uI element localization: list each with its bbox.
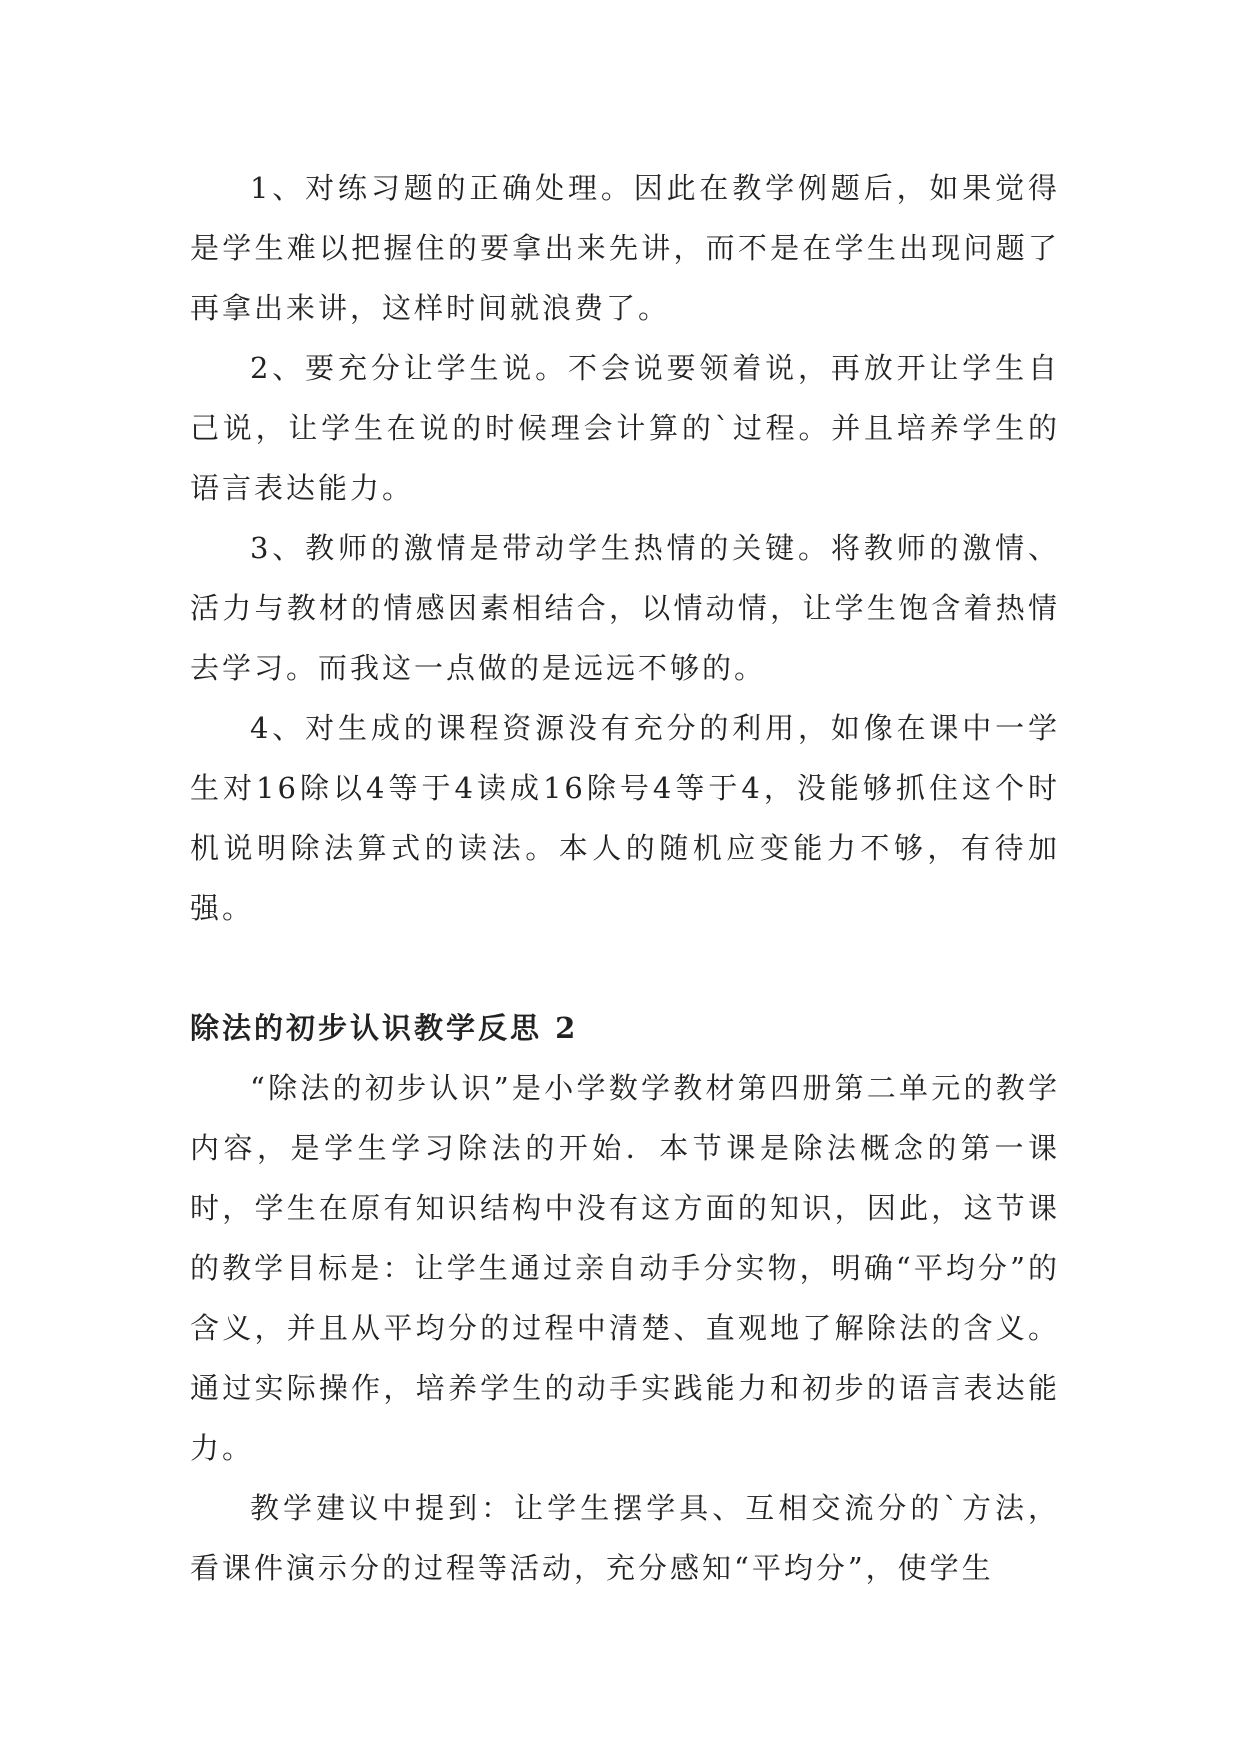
section-paragraph-2: 教学建议中提到：让学生摆学具、互相交流分的`方法，看课件演示分的过程等活动，充分感知“平均分”，使学生 [190,1491,1060,1585]
paragraph-point-4: 4、对生成的课程资源没有充分的利用，如像在课中一学生对16除以4等于4读成16除号4等于4，没能够抓住这个时机说明除法算式的读法。本人的随机应变能力不够，有待加强。 [190,711,1060,925]
section-title: 除法的初步认识教学反思 2 [190,1011,579,1045]
paragraph-point-1: 1、对练习题的正确处理。因此在教学例题后，如果觉得是学生难以把握住的要拿出来先讲，而不是在学生出现问题了再拿出来讲，这样时间就浪费了。 [190,171,1060,325]
document-body [190,158,1060,1598]
paragraph-point-2: 2、要充分让学生说。不会说要领着说，再放开让学生自己说，让学生在说的时候理会计算的`过程。并且培养学生的语言表达能力。 [190,351,1060,505]
section-paragraph-1: “除法的初步认识”是小学数学教材第四册第二单元的教学内容，是学生学习除法的开始．本节课是除法概念的第一课时，学生在原有知识结构中没有这方面的知识，因此，这节课的教学目标是：让学生通过亲自动手分实物，明确“平均分”的含义，并且从平均分的过程中清楚、直观地了解除法的含义。通过实际操作，培养学生的动手实践能力和初步的语言表达能力。 [190,1071,1060,1465]
paragraph-point-3: 3、教师的激情是带动学生热情的关键。将教师的激情、活力与教材的情感因素相结合，以情动情，让学生饱含着热情去学习。而我这一点做的是远远不够的。 [190,531,1060,685]
